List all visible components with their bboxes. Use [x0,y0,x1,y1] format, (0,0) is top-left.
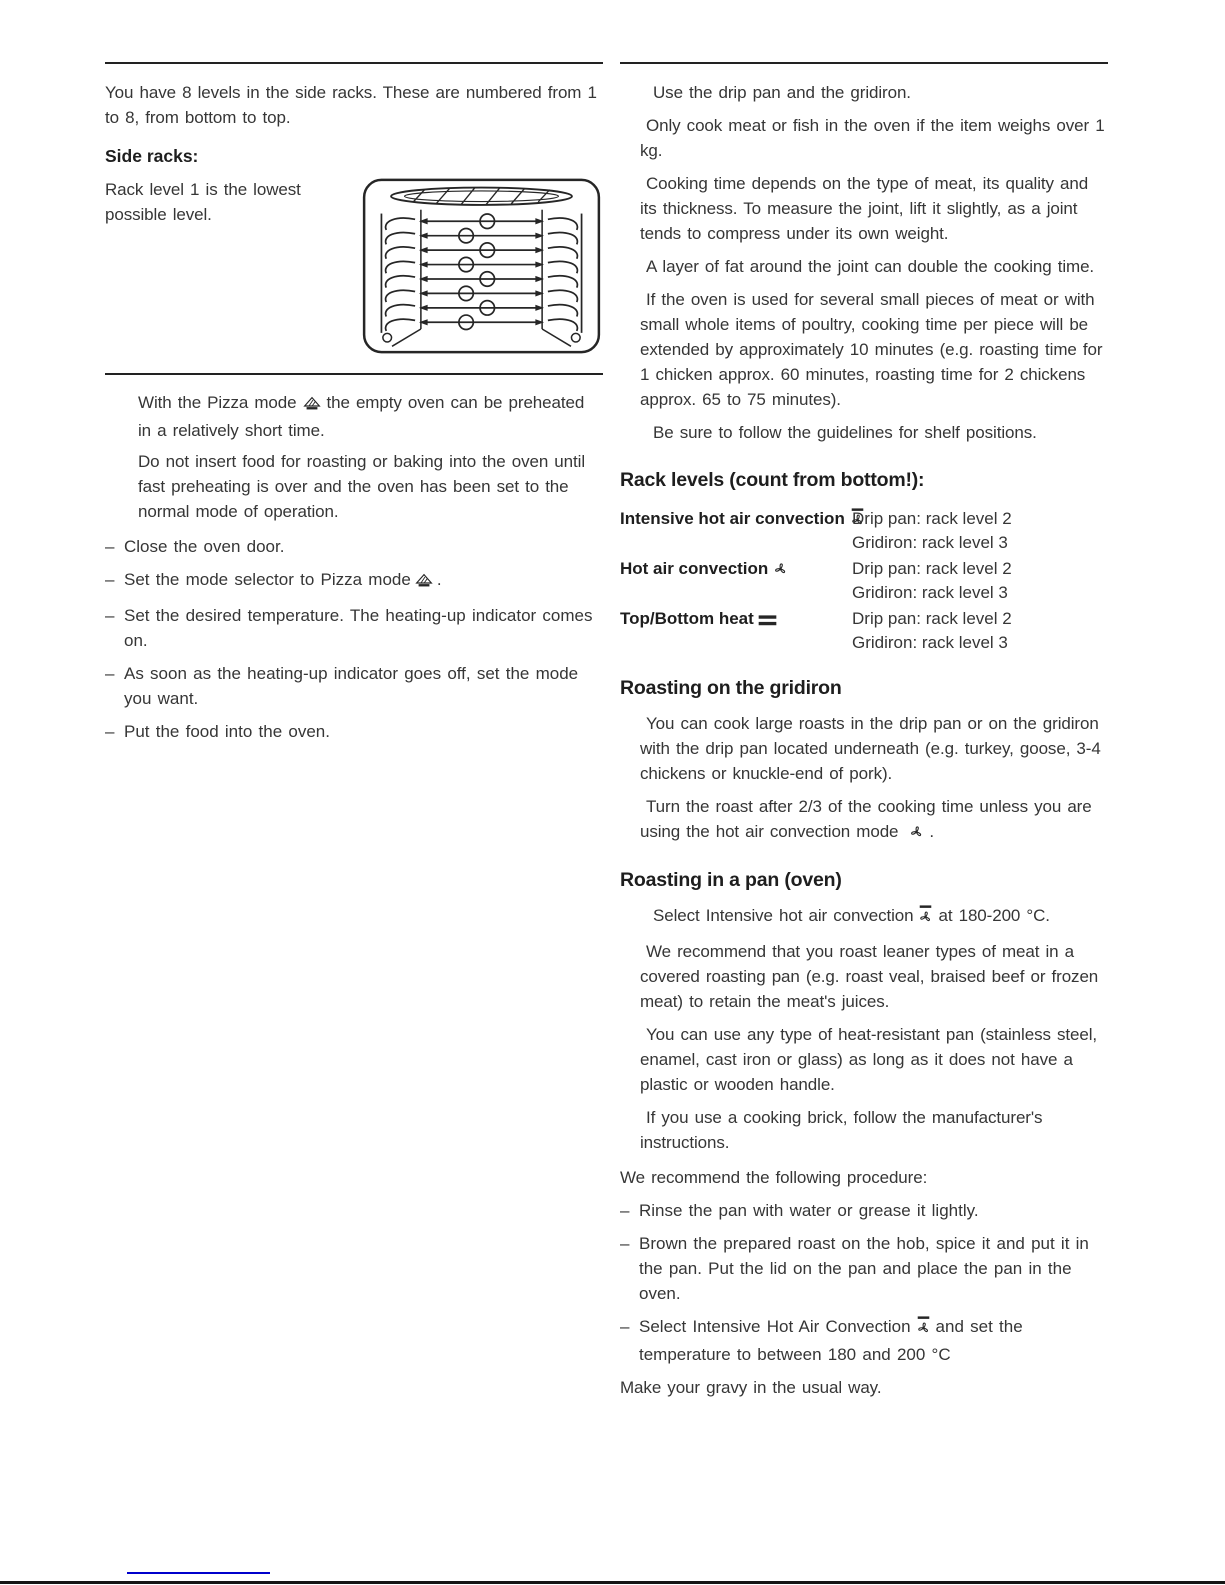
text-before-icon: Turn the roast after 2/3 of the cooking time unless you are using the hot air convection mode [640,797,1092,841]
paragraph-pan-types: You can use any type of heat-resistant pan (stainless steel, enamel, cast iron or glass) as long as it does not have a plastic or wooden handle. [640,1025,1098,1094]
paragraph-no-insert-food: Do not insert food for roasting or baking into the oven until fast preheating is over and the oven has been set to the normal mode of operation. [138,452,585,521]
paragraph-small-pieces: If the oven is used for several small pieces of meat or with small whole items of poultry, cooking time per piece will be extended by approximately 10 minutes (e.g. roasting time for 1 chicken approx. 60 minutes, roasting time for 2 chickens approx. 65 to 75 minutes). [640,290,1103,409]
top-bottom-heat-icon [758,610,777,634]
text-before-icon: Select Intensive Hot Air Convection [639,1317,911,1336]
drip-pan-level: Drip pan: rack level 2 [852,559,1012,578]
paragraph-select-intensive [620,903,1108,931]
footer-blue-underline [127,1572,270,1574]
step-put-food: – Put the food into the oven. [105,719,603,744]
pizza-mode-icon [415,570,433,595]
rack-row-hot-air [620,557,1108,605]
paragraph-procedure-intro: We recommend the following procedure: [620,1168,928,1187]
drip-pan-level: Drip pan: rack level 2 [852,509,1012,528]
oven-rack-levels-diagram [360,177,603,355]
procedure-select-intensive [620,1314,1108,1367]
left-section-rule [105,373,603,375]
pizza-mode-steps-list [105,534,603,744]
side-racks-heading: Side racks: [105,146,199,166]
side-racks-note: Rack level 1 is the lowest possible level. [105,180,301,224]
paragraph-use-drip-pan: Use the drip pan and the gridiron. [653,83,911,102]
right-top-rule [620,62,1108,64]
rack-values [852,507,1108,555]
rack-values [852,557,1108,605]
text-after-icon: . [929,822,935,841]
gridiron-level: Gridiron: rack level 3 [852,583,1008,602]
step-close-door: – Close the oven door. [105,534,603,559]
intensive-hot-air-convection-icon [917,905,934,931]
text-after-icon: and set the temperature to between 180 and 200 °C [639,1317,1023,1364]
mode-text: Intensive hot air convection [620,509,845,528]
paragraph-gravy: Make your gravy in the usual way. [620,1378,882,1397]
roasting-gridiron-heading: Roasting on the gridiron [620,677,842,699]
rack-values [852,607,1108,655]
paragraph-recommend-covered-pan: We recommend that you roast leaner types of meat in a covered roasting pan (e.g. roast veal, braised beef or frozen meat) to retain the meat's juices. [640,942,1099,1011]
text-before-icon: With the Pizza mode [138,393,297,412]
step-set-temperature: – Set the desired temperature. The heating-up indicator comes on. [105,603,603,653]
rack-levels-table [620,507,1108,655]
roasting-pan-heading: Roasting in a pan (oven) [620,869,842,891]
side-racks-row [105,175,603,355]
paragraph-cooking-brick: If you use a cooking brick, follow the manufacturer's instructions. [640,1108,1043,1152]
paragraph-large-roasts: You can cook large roasts in the drip pan or on the gridiron with the drip pan located underneath (e.g. turkey, goose, 3-4 chickens or knuckle-end of pork). [640,714,1101,783]
text-before-icon: Select Intensive hot air convection [653,906,914,925]
step-set-mode-selector [105,567,603,595]
paragraph-cooking-time: Cooking time depends on the type of meat, its quality and its thickness. To measure the joint, lift it slightly, as a joint tends to compress under its own weight. [640,174,1089,243]
paragraph-turn-roast [620,794,1108,847]
hot-air-convection-icon [772,560,789,584]
page-bottom-rule [0,1581,1225,1584]
procedure-rinse-pan: – Rinse the pan with water or grease it lightly. [620,1198,1108,1223]
paragraph-levels-intro: You have 8 levels in the side racks. These are numbered from 1 to 8, from bottom to top. [105,83,597,127]
procedure-steps-list [620,1198,1108,1367]
rack-levels-heading: Rack levels (count from bottom!): [620,469,925,491]
rack-row-intensive [620,507,1108,555]
paragraph-fat-layer: A layer of fat around the joint can double the cooking time. [646,257,1095,276]
drip-pan-level: Drip pan: rack level 2 [852,609,1012,628]
mode-label [620,607,852,655]
procedure-brown-roast: – Brown the prepared roast on the hob, spice it and put it in the pan. Put the lid on the pan and place the pan in the oven. [620,1231,1108,1306]
step-indicator-off: – As soon as the heating-up indicator goes off, set the mode you want. [105,661,603,711]
left-column [105,0,603,744]
rack-row-top-bottom [620,607,1108,655]
gridiron-level: Gridiron: rack level 3 [852,533,1008,552]
pizza-mode-icon [303,393,321,418]
text-after-icon: at 180-200 °C. [938,906,1050,925]
text-after-icon: . [436,570,442,589]
paragraph-only-cook: Only cook meat or fish in the oven if the item weighs over 1 kg. [640,116,1105,160]
text-after-icon: the empty oven can be preheated in a relatively short time. [138,393,585,440]
intensive-hot-air-convection-icon [915,1316,932,1342]
paragraph-pizza-preheat [105,390,603,443]
mode-label [620,557,852,605]
gridiron-level: Gridiron: rack level 3 [852,633,1008,652]
mode-label [620,507,852,555]
mode-text: Top/Bottom heat [620,609,754,628]
left-top-rule [105,62,603,64]
paragraph-shelf-guidelines: Be sure to follow the guidelines for shelf positions. [653,423,1037,442]
hot-air-convection-icon [902,822,925,847]
right-column [620,0,1108,1400]
text-before-icon: Set the mode selector to Pizza mode [124,570,411,589]
mode-text: Hot air convection [620,559,769,578]
